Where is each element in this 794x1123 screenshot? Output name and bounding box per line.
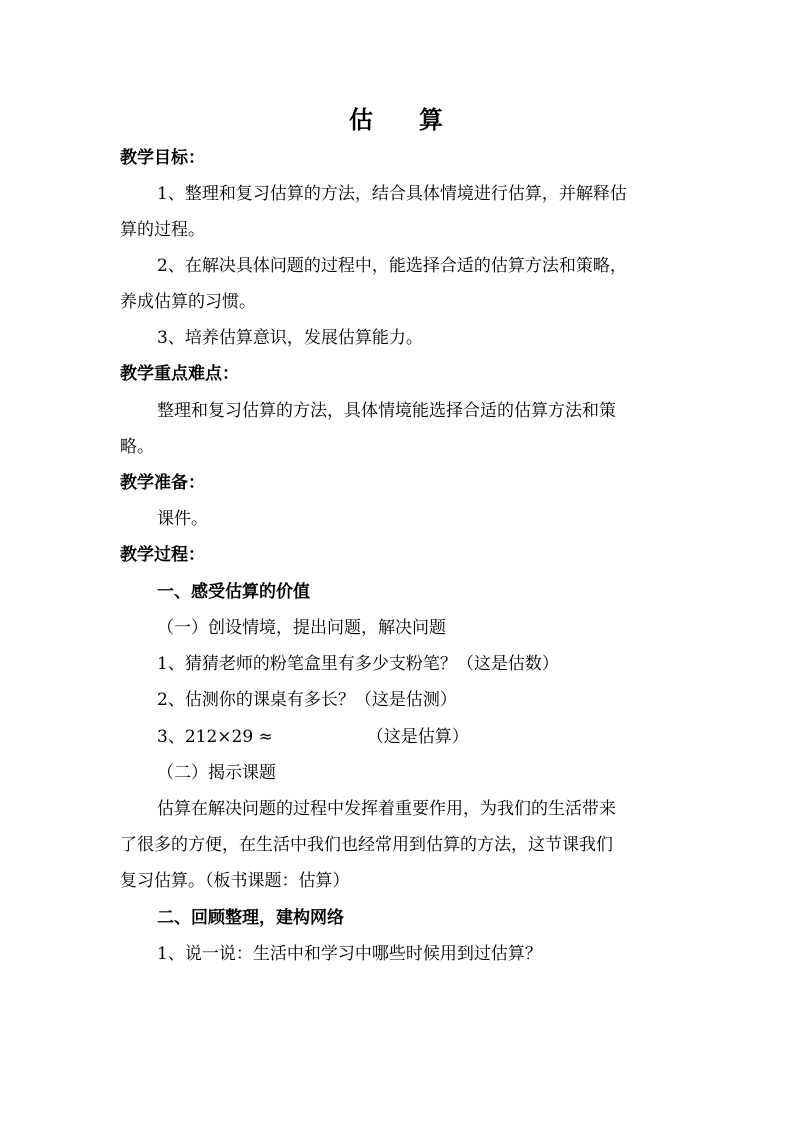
key-points-heading: 教学重点难点：: [120, 364, 239, 384]
document-title: [0, 100, 794, 135]
part2-heading: 二、回顾整理，建构网络: [157, 908, 344, 928]
part2-question-1: 1、说一说：生活中和学习中哪些时候用到过估算？: [157, 944, 542, 964]
subsection1-heading: （一）创设情境，提出问题，解决问题: [157, 618, 446, 638]
key-points-line-1: 整理和复习估算的方法，具体情境能选择合适的估算方法和策: [157, 401, 616, 421]
title-char-2: 算: [419, 105, 445, 134]
question-3: [157, 727, 469, 747]
objective-2-line-2: 养成估算的习惯。: [120, 292, 256, 312]
objective-1-line-2: 算的过程。: [120, 220, 205, 240]
objective-1-line-1: 1、整理和复习估算的方法，结合具体情境进行估算，并解释估: [157, 184, 627, 204]
preparation-heading: 教学准备：: [120, 473, 205, 493]
objective-2-line-1: 2、在解决具体问题的过程中，能选择合适的估算方法和策略，: [157, 256, 627, 276]
intro-line-1: 估算在解决问题的过程中发挥着重要作用，为我们的生活带来: [157, 799, 616, 819]
question-1: 1、猜猜老师的粉笔盒里有多少支粉笔？（这是估数）: [157, 654, 559, 674]
key-points-line-2: 略。: [120, 437, 154, 457]
subsection2-heading: （二）揭示课题: [157, 763, 276, 783]
intro-line-2: 了很多的方便，在生活中我们也经常用到估算的方法，这节课我们: [120, 835, 613, 855]
question-3-note: （这是估算）: [366, 727, 469, 747]
objectives-heading: 教学目标：: [120, 148, 205, 168]
preparation-text: 课件。: [157, 509, 208, 529]
title-char-1: 估: [349, 105, 375, 134]
process-heading: 教学过程：: [120, 545, 205, 565]
intro-line-3: 复习估算。（板书课题：估算）: [120, 871, 350, 891]
question-3-formula: 3、212×29 ≈: [157, 727, 273, 747]
objective-3: 3、培养估算意识，发展估算能力。: [157, 328, 423, 348]
question-2: 2、估测你的课桌有多长？（这是估测）: [157, 690, 457, 710]
part1-heading: 一、感受估算的价值: [157, 582, 310, 602]
